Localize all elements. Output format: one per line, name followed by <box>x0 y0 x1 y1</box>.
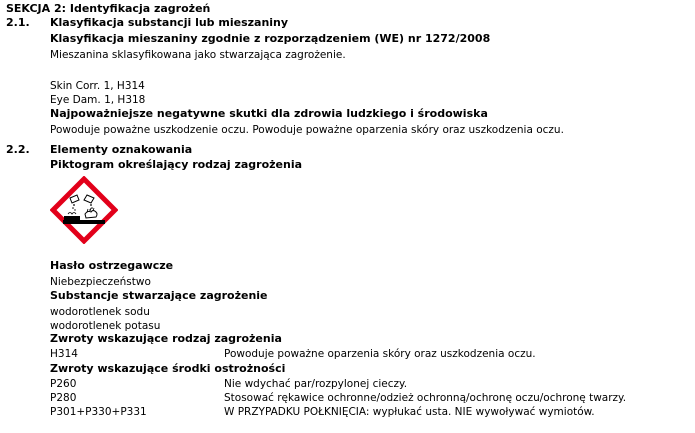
signal-word: Niebezpieczeństwo <box>50 276 151 288</box>
section-2-1-heading: Klasyfikacja substancji lub mieszaniny <box>50 16 289 29</box>
effects-text: Powoduje poważne uszkodzenie oczu. Powoduje poważne oparzenia skóry oraz uszkodzenia oczu. <box>50 124 564 136</box>
section-2-2-number: 2.2. <box>6 143 30 156</box>
section-2-2-heading: Elementy oznakowania <box>50 143 193 156</box>
hazardous-substance: wodorotlenek sodu <box>50 306 150 318</box>
section-title: SEKCJA 2: Identyfikacja zagrożeń <box>6 2 211 15</box>
classification-subheading: Klasyfikacja mieszaniny zgodnie z rozporządzeniem (WE) nr 1272/2008 <box>50 32 491 45</box>
classified-text: Mieszanina sklasyfikowana jako stwarzająca zagrożenie. <box>50 49 346 61</box>
hazardous-substances-heading: Substancje stwarzające zagrożenie <box>50 289 268 302</box>
hazardous-substance: wodorotlenek potasu <box>50 320 161 332</box>
hazard-text: Powoduje poważne oparzenia skóry oraz uszkodzenia oczu. <box>224 348 536 360</box>
precautionary-text: Stosować rękawice ochronne/odzież ochronną/ochronę oczu/ochronę twarzy. <box>224 392 627 404</box>
precautionary-heading: Zwroty wskazujące środki ostrożności <box>50 362 286 375</box>
signal-word-heading: Hasło ostrzegawcze <box>50 259 174 272</box>
pictogram-heading: Piktogram określający rodzaj zagrożenia <box>50 158 303 171</box>
hazard-code: H314 <box>50 348 78 360</box>
corrosion-icon <box>50 176 118 244</box>
section-2-1-number: 2.1. <box>6 16 30 29</box>
precautionary-text: W PRZYPADKU POŁKNIĘCIA: wypłukać usta. NIE wywoływać wymiotów. <box>224 406 595 418</box>
classification-item: Skin Corr. 1, H314 <box>50 80 145 92</box>
precautionary-code: P301+P330+P331 <box>50 406 147 418</box>
precautionary-code: P280 <box>50 392 77 404</box>
effects-heading: Najpoważniejsze negatywne skutki dla zdrowia ludzkiego i środowiska <box>50 107 488 120</box>
hazard-statements-heading: Zwroty wskazujące rodzaj zagrożenia <box>50 332 282 345</box>
precautionary-text: Nie wdychać par/rozpylonej cieczy. <box>224 378 408 390</box>
precautionary-code: P260 <box>50 378 77 390</box>
classification-item: Eye Dam. 1, H318 <box>50 94 146 106</box>
